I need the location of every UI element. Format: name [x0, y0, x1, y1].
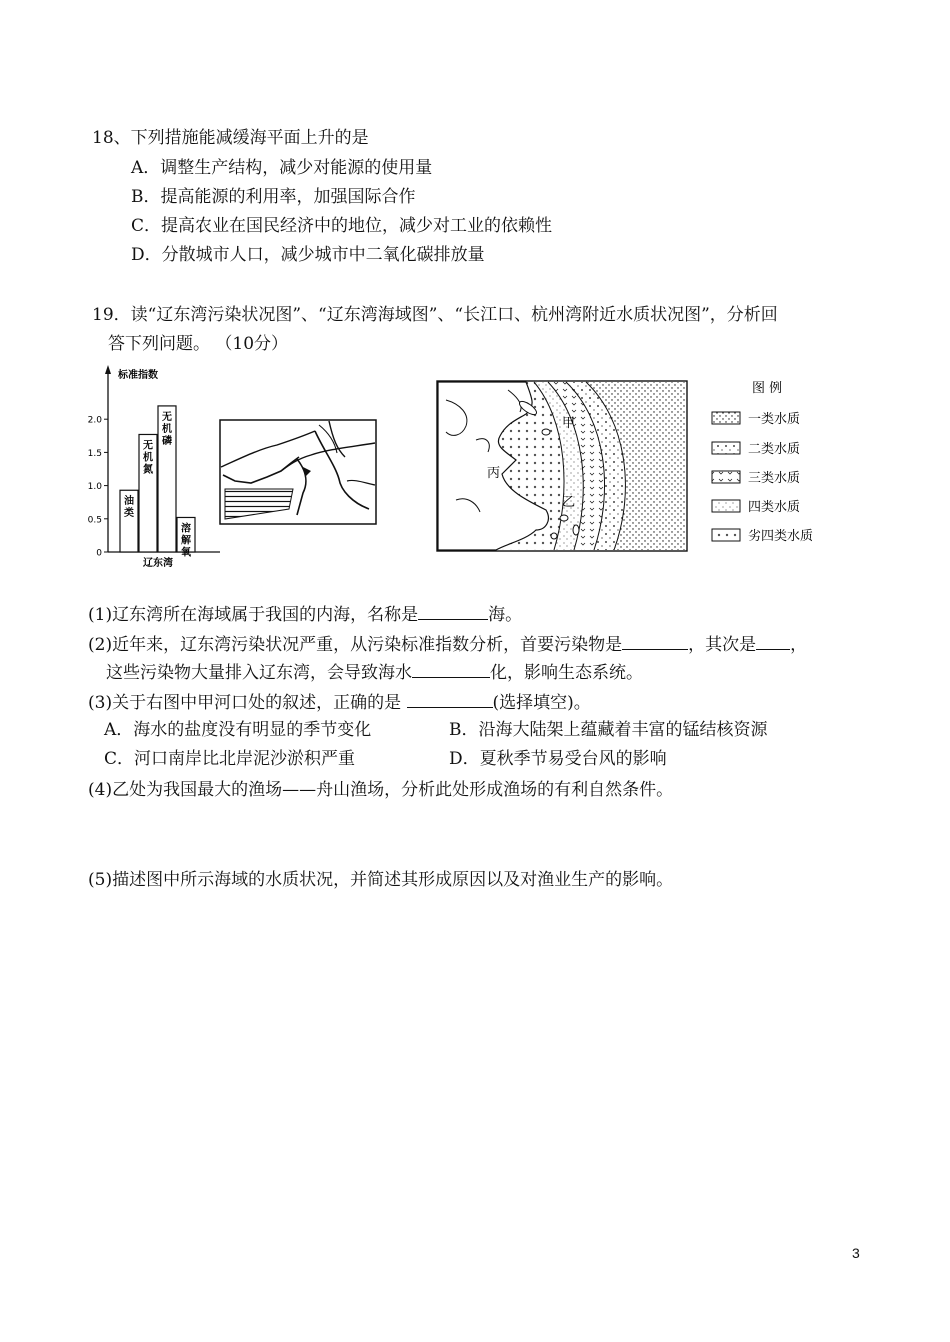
q19-sub3-blank[interactable]: [407, 691, 493, 708]
q19-sub3-option-a: A．海水的盐度没有明显的季节变化: [104, 720, 372, 740]
q19-sub3-option-b: B．沿海大陆架上蕴藏着丰富的锰结核资源: [449, 720, 768, 740]
chart-ylabel: 标准指数: [118, 370, 158, 381]
q19-sub2-blank-primary[interactable]: [622, 633, 688, 650]
chart-bar-label: 机: [143, 452, 153, 464]
pollution-bar-chart: [78, 362, 226, 572]
q19-sub2-cont-text: 这些污染物大量排入辽东湾，会导致海水: [106, 663, 412, 683]
legend-item-class4: [712, 499, 800, 515]
q19-sub3-option-d: D．夏秋季节易受台风的影响: [449, 749, 667, 769]
chart-bar-label: 溶: [181, 523, 191, 535]
q19-sub1: [88, 603, 522, 625]
chart-bar-label: 磷: [162, 435, 172, 447]
legend-label-class3: 三类水质: [748, 471, 801, 486]
q18-option-d: D．分散城市人口，减少城市中二氧化碳排放量: [131, 245, 485, 265]
chart-bar-label: 类: [124, 508, 134, 520]
legend-item-class2: [712, 441, 800, 457]
legend-title: 图 例: [752, 381, 783, 396]
q19-sub2-blank-secondary[interactable]: [756, 633, 790, 650]
map-label-bing: 丙: [487, 466, 501, 481]
q19-sub1-suffix: 海。: [488, 605, 523, 625]
q19-sub2-comma: ，: [790, 635, 808, 655]
liaodong-bay-map: [219, 419, 377, 525]
map-label-jia: 甲: [562, 416, 576, 431]
legend-label-class1: 一类水质: [748, 412, 801, 427]
chart-bar-label: 氧: [181, 547, 191, 559]
q19-sub3-option-c: C．河口南岸比北岸泥沙淤积严重: [104, 749, 356, 769]
legend-label-worse: 劣四类水质: [748, 529, 814, 544]
q19-sub1-text: (1)辽东湾所在海域属于我国的内海，名称是: [88, 605, 419, 625]
chart-bar-label: 解: [181, 535, 191, 547]
legend-item-worse: [712, 528, 813, 544]
legend-label-class4: 四类水质: [748, 500, 801, 515]
q19-sub2-suffix: 化，影响生态系统。: [490, 663, 643, 683]
chart-ytick-label: 2.0: [87, 415, 102, 426]
map-label-yi: 乙: [562, 495, 576, 510]
page-number: 3: [852, 1245, 860, 1261]
q19-sub3: [88, 691, 591, 713]
q18-stem: 18、下列措施能减缓海平面上升的是: [92, 128, 369, 148]
q19-sub5: (5)描述图中所示海域的水质状况，并简述其形成原因以及对渔业生产的影响。: [88, 870, 674, 890]
q19-stem-line2: 答下列问题。 （10分）: [108, 334, 289, 354]
yangtze-water-quality-map: [436, 380, 688, 552]
chart-bar-label: 无: [162, 411, 172, 423]
q19-sub2-blank-process[interactable]: [412, 661, 490, 678]
q19-sub3-suffix: (选择填空)。: [492, 693, 591, 713]
q19-stem-line1: 19．读“辽东湾污染状况图”、“辽东湾海域图”、“长江口、杭州湾附近水质状况图”，分析回: [92, 305, 778, 325]
legend-item-class1: [712, 411, 800, 427]
legend-item-class3: [712, 470, 800, 486]
chart-ytick-label: 1.5: [87, 448, 102, 459]
q19-sub4: (4)乙处为我国最大的渔场——舟山渔场，分析此处形成渔场的有利自然条件。: [88, 780, 674, 800]
q19-sub2-line1: [88, 633, 807, 655]
q18-option-a: A．调整生产结构，减少对能源的使用量: [131, 158, 433, 178]
chart-xlabel: 辽东湾: [143, 558, 173, 569]
chart-bar-label: 无: [143, 440, 153, 452]
q19-sub2-secondary-text: ，其次是: [688, 635, 757, 655]
water-quality-legend: [700, 372, 840, 552]
q19-sub3-text: (3)关于右图中甲河口处的叙述，正确的是: [88, 693, 402, 713]
legend-label-class2: 二类水质: [748, 442, 801, 457]
q19-sub2-line2: [106, 661, 643, 683]
chart-ytick-label: 0: [96, 548, 102, 559]
q18-option-c: C．提高农业在国民经济中的地位，减少对工业的依赖性: [131, 216, 553, 236]
chart-bar-label: 机: [162, 423, 172, 435]
q19-sub2-text: (2)近年来，辽东湾污染状况严重，从污染标准指数分析，首要污染物是: [88, 635, 623, 655]
chart-ytick-label: 0.5: [87, 515, 102, 526]
q18-option-b: B．提高能源的利用率，加强国际合作: [131, 187, 416, 207]
chart-bar-label: 油: [124, 496, 134, 508]
chart-ytick-label: 1.0: [87, 482, 102, 493]
chart-bar-label: 氮: [143, 464, 153, 476]
q19-sub1-blank[interactable]: [418, 603, 488, 620]
